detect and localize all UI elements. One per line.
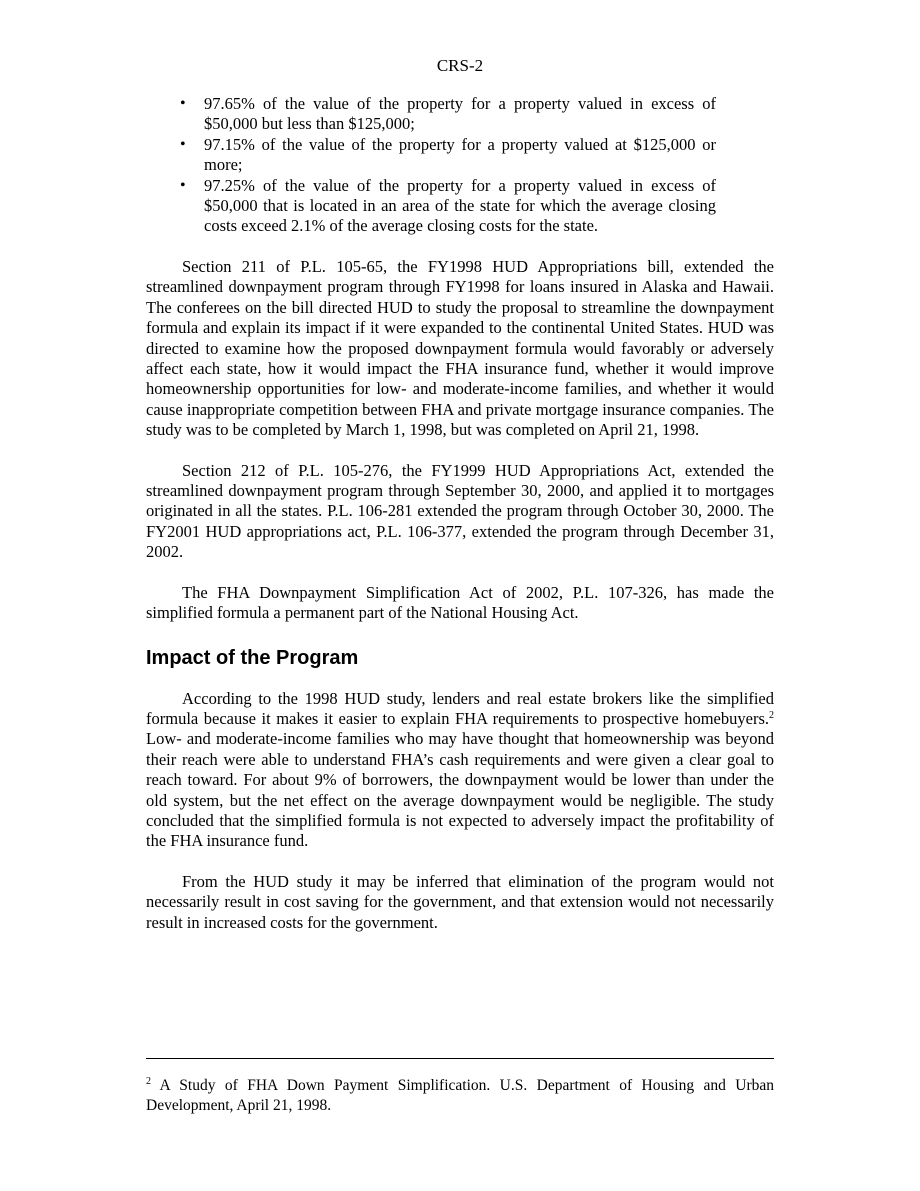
paragraph-section-211: Section 211 of P.L. 105-65, the FY1998 HUD Appropriations bill, extended the streamlined downpayment program through FY1998 for loans insured in Alaska and Hawaii. The conferees on the bill directed HUD to study the proposal to streamline the downpayment formula and explain its impact if it were expanded to the continental United States. HUD was directed to examine how the proposed downpayment formula would favorably or adversely affect each state, how it would impact the FHA insurance fund, whether it would improve homeownership opportunities for low- and moderate-income families, and whether it would cause inappropriate competition between FHA and private mortgage insurance companies. The study was to be completed by March 1, 1998, but was completed on April 21, 1998. xyxy=(146,257,774,440)
paragraph-section-212: Section 212 of P.L. 105-276, the FY1999 HUD Appropriations Act, extended the streamlined downpayment program through September 30, 2000, and applied it to mortgages originated in all the states. P.L. 106-281 extended the program through October 30, 2000. The FY2001 HUD appropriations act, P.L. 106-377, extended the program through December 31, 2002. xyxy=(146,460,774,562)
footnote-divider xyxy=(146,1058,774,1059)
hud-study-text-start: According to the 1998 HUD study, lenders and real estate brokers like the simplified formula because it makes it easier to explain FHA requirements to prospective homebuyers. xyxy=(146,688,774,728)
bullet-item xyxy=(180,176,716,237)
paragraph-inference: From the HUD study it may be inferred that elimination of the program would not necessarily result in cost saving for the government, and that extension would not necessarily result in increased costs for the government. xyxy=(146,871,774,932)
bullet-item xyxy=(180,135,716,176)
bullet-icon: • xyxy=(180,176,186,194)
paragraph-simplification-act: The FHA Downpayment Simplification Act of 2002, P.L. 107-326, has made the simplified formula a permanent part of the National Housing Act. xyxy=(146,582,774,623)
paragraph-hud-study xyxy=(146,689,774,852)
bullet-icon: • xyxy=(180,135,186,153)
footnote xyxy=(146,1076,774,1116)
bullet-icon: • xyxy=(180,95,186,112)
bullet-text: 97.15% of the value of the property for a property valued at $125,000 or more; xyxy=(204,134,716,175)
section-heading: Impact of the Program xyxy=(146,646,359,669)
footnote-text: A Study of FHA Down Payment Simplification. U.S. Department of Housing and Urban Development, April 21, 1998. xyxy=(146,1077,774,1114)
footnote-reference: 2 xyxy=(769,709,774,721)
bullet-text: 97.25% of the value of the property for a property valued in excess of $50,000 that is located in an area of the state for which the average closing costs exceed 2.1% of the average closing costs for the state. xyxy=(204,175,716,236)
bullet-item xyxy=(180,94,716,135)
bullet-list xyxy=(180,94,716,237)
main-content xyxy=(146,257,774,933)
footnote-marker: 2 xyxy=(146,1076,151,1087)
hud-study-text-end: Low- and moderate-income families who may have thought that homeownership was beyond their reach were able to understand FHA’s cash requirements and were given a clear goal to reach toward. For about 9% of borrowers, the downpayment would be lower than under the old system, but the net effect on the average downpayment would be negligible. The study concluded that the simplified formula is not expected to adversely impact the profitability of the FHA insurance fund. xyxy=(146,729,774,851)
page-number-header: CRS-2 xyxy=(436,56,484,75)
bullet-text: 97.65% of the value of the property for a property valued in excess of $50,000 but less than $125,000; xyxy=(204,94,716,134)
